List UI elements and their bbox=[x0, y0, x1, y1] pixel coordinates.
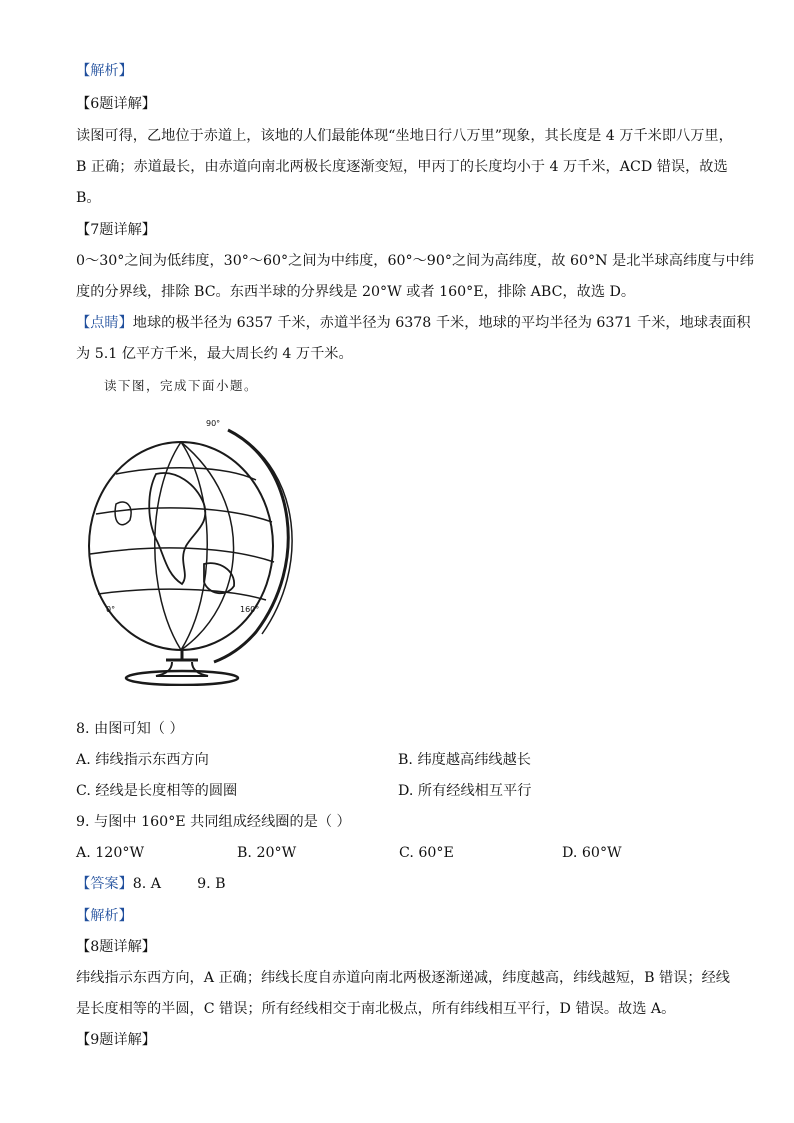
q8-option-b: B. 纬度越高纬线越长 bbox=[398, 752, 531, 768]
q8-detail-header: 【8题详解】 bbox=[76, 939, 156, 955]
analysis-header: 【解析】 bbox=[76, 63, 133, 79]
q8-option-c: C. 经线是长度相等的圆圈 bbox=[76, 783, 238, 799]
q8-stem: 8. 由图可知（ ） bbox=[76, 721, 184, 737]
continent-shape bbox=[149, 473, 205, 584]
answer-line bbox=[76, 874, 226, 894]
tip-label: 【点睛】 bbox=[76, 315, 133, 331]
q6-header: 【6题详解】 bbox=[76, 96, 156, 112]
q8-detail-line-2: 是长度相等的半圆，C 错误；所有经线相交于南北极点，所有纬线相互平行，D 错误。故选 A。 bbox=[76, 1001, 676, 1017]
q9-stem: 9. 与图中 160°E 共同组成经线圈的是（ ） bbox=[76, 814, 351, 830]
q8-option-d: D. 所有经线相互平行 bbox=[398, 783, 532, 799]
q6-line-3: B。 bbox=[76, 190, 101, 206]
analysis2-header: 【解析】 bbox=[76, 908, 133, 924]
tip-line-2: 为 5.1 亿平方千米，最大周长约 4 万千米。 bbox=[76, 346, 353, 362]
q8-detail-line-1: 纬线指示东西方向，A 正确；纬线长度自赤道向南北两极逐渐递减，纬度越高，纬线越短，B 错误；经线 bbox=[76, 970, 730, 986]
q9-option-c: C. 60°E bbox=[399, 845, 454, 861]
globe-stand bbox=[166, 650, 198, 660]
q9-option-d: D. 60°W bbox=[562, 845, 622, 861]
q7-header: 【7题详解】 bbox=[76, 222, 156, 238]
globe-figure bbox=[86, 414, 306, 686]
q6-line-2: B 正确；赤道最长，由赤道向南北两极长度逐渐变短，甲丙丁的长度均小于 4 万千米，ACD 错误，故选 bbox=[76, 159, 728, 175]
q6-line-1: 读图可得，乙地位于赤道上，该地的人们最能体现“坐地日行八万里”现象，其长度是 4 万千米即八万里， bbox=[76, 128, 733, 144]
globe-label-160: 160° bbox=[240, 605, 260, 614]
q9-detail-header: 【9题详解】 bbox=[76, 1032, 156, 1048]
q7-line-1: 0～30°之间为低纬度，30°～60°之间为中纬度，60°～90°之间为高纬度，故 60°N 是北半球高纬度与中纬 bbox=[76, 253, 754, 269]
q9-option-a: A. 120°W bbox=[76, 845, 145, 861]
q9-option-b: B. 20°W bbox=[237, 845, 297, 861]
tip-text: 地球的极半径为 6357 千米，赤道半径为 6378 千米，地球的平均半径为 6371 千米，地球表面积 bbox=[132, 315, 751, 331]
figure-caption: 读下图，完成下面小题。 bbox=[104, 378, 259, 393]
q8-option-a: A. 纬线指示东西方向 bbox=[76, 752, 209, 768]
globe-label-0: 0° bbox=[106, 605, 116, 614]
answer-label: 【答案】 bbox=[76, 876, 133, 892]
tip-line-1 bbox=[76, 313, 751, 333]
q7-line-2: 度的分界线，排除 BC。东西半球的分界线是 20°W 或者 160°E，排除 ABC，故选 D。 bbox=[76, 284, 636, 300]
globe-label-90: 90° bbox=[206, 419, 221, 428]
meridian-ring bbox=[214, 430, 288, 662]
answer-text: 8. A 9. B bbox=[132, 876, 226, 892]
